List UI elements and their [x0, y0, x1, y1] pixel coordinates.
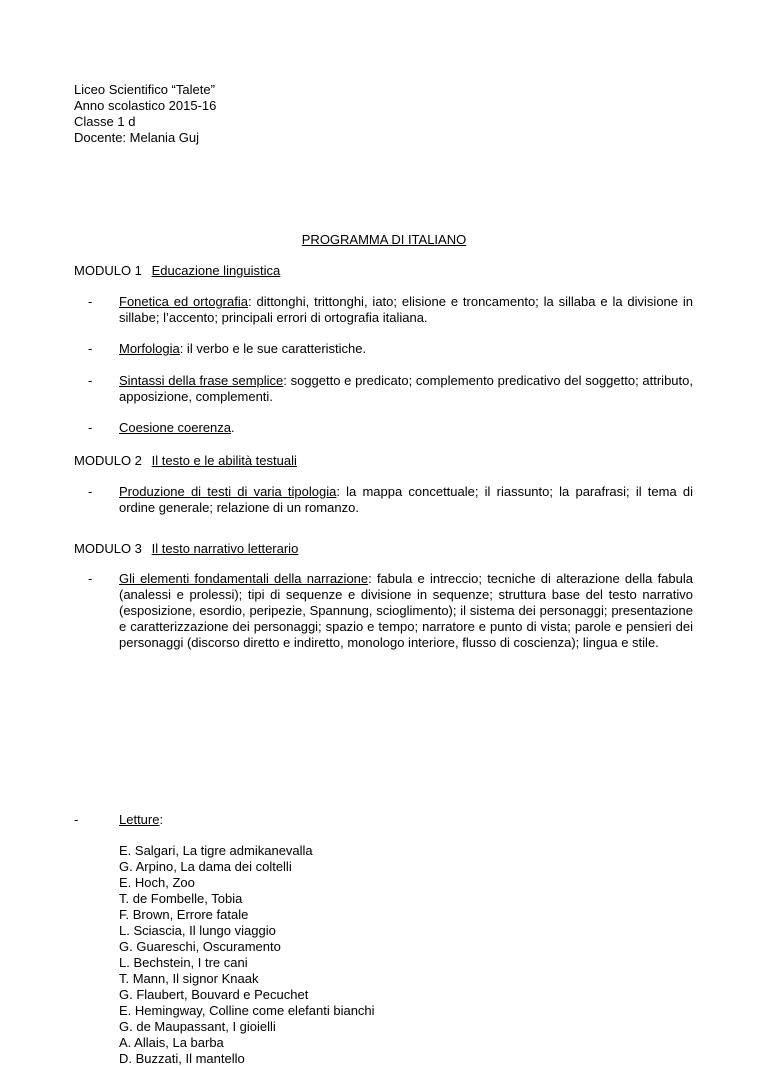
- reading-item: T. Mann, Il signor Knaak: [119, 971, 259, 986]
- reading-item: D. Buzzati, Il mantello: [119, 1051, 245, 1066]
- bullet-dash: -: [88, 373, 93, 388]
- readings-label: Letture: [119, 812, 160, 827]
- bullet-dash: -: [88, 341, 93, 356]
- readings-heading: [119, 812, 163, 828]
- topic-label: Coesione coerenza: [119, 420, 232, 435]
- module-3-heading: [74, 541, 298, 557]
- class-name: Classe 1 d: [74, 114, 136, 129]
- topic-label: Gli elementi fondamentali della narrazione: [119, 571, 369, 586]
- topic-label: Sintassi della frase semplice: [119, 373, 284, 388]
- reading-item: T. de Fombelle, Tobia: [119, 891, 243, 906]
- module-number: MODULO 1: [74, 263, 142, 278]
- topic-text: .: [231, 420, 235, 435]
- module-title: Educazione linguistica: [151, 263, 281, 278]
- readings-colon: :: [159, 812, 164, 827]
- list-item: [88, 341, 693, 357]
- topic-text: : dittonghi, trittonghi, iato; elisione e troncamento; la sillaba e la divisione in sillabe; l’accento; principali errori di ortografia italiana.: [119, 294, 693, 325]
- module-title: Il testo e le abilità testuali: [151, 453, 297, 468]
- bullet-dash: -: [88, 484, 93, 499]
- topic-text: : il verbo e le sue caratteristiche.: [179, 341, 367, 356]
- document-title: PROGRAMMA DI ITALIANO: [301, 232, 467, 247]
- school-name: Liceo Scientifico “Talete”: [74, 82, 215, 97]
- list-item: [88, 571, 693, 651]
- topic-text: : la mappa concettuale; il riassunto; la parafrasi; il tema di ordine generale; relazione di un romanzo.: [119, 484, 693, 515]
- reading-item: E. Hoch, Zoo: [119, 875, 195, 890]
- module-2-heading: [74, 453, 297, 469]
- reading-item: G. de Maupassant, I gioielli: [119, 1019, 276, 1034]
- reading-item: E. Hemingway, Colline come elefanti bianchi: [119, 1003, 375, 1018]
- list-item: [88, 420, 693, 436]
- topic-text: : fabula e intreccio; tecniche di alterazione della fabula (analessi e prolessi); tipi di sequenze e divisione in sequenze; struttura base del testo narrativo (esposizione, esordio, peripezie, Spannung, scioglimento); il sistema dei personaggi; presentazione e caratterizzazione dei personaggi; spazio e tempo; narratore e punto di vista; parole e pensieri dei personaggi (discorso diretto e indiretto, monologo interiore, flusso di coscienza); lingua e stile.: [119, 571, 693, 650]
- topic-text: : soggetto e predicato; complemento predicativo del soggetto; attributo, apposizione, complementi.: [119, 373, 693, 404]
- topic-label: Morfologia: [119, 341, 180, 356]
- reading-item: G. Guareschi, Oscuramento: [119, 939, 281, 954]
- bullet-dash: -: [88, 294, 93, 309]
- reading-item: G. Arpino, La dama dei coltelli: [119, 859, 292, 874]
- reading-item: L. Sciascia, Il lungo viaggio: [119, 923, 276, 938]
- reading-item: F. Brown, Errore fatale: [119, 907, 249, 922]
- bullet-dash: -: [88, 571, 93, 586]
- reading-item: L. Bechstein, I tre cani: [119, 955, 248, 970]
- bullet-dash: -: [88, 420, 93, 435]
- school-year: Anno scolastico 2015-16: [74, 98, 217, 113]
- teacher-name: Docente: Melania Guj: [74, 130, 200, 145]
- reading-item: A. Allais, La barba: [119, 1035, 224, 1050]
- header-block: [74, 82, 216, 146]
- module-number: MODULO 2: [74, 453, 142, 468]
- reading-item: E. Salgari, La tigre admikanevalla: [119, 843, 313, 858]
- bullet-dash: -: [74, 812, 79, 827]
- list-item: [88, 484, 693, 516]
- list-item: [88, 294, 693, 326]
- topic-label: Fonetica ed ortografia: [119, 294, 248, 309]
- list-item: [88, 373, 693, 405]
- module-number: MODULO 3: [74, 541, 142, 556]
- reading-item: G. Flaubert, Bouvard e Pecuchet: [119, 987, 309, 1002]
- module-1-heading: [74, 263, 280, 279]
- readings-list: [119, 843, 375, 1067]
- module-title: Il testo narrativo letterario: [151, 541, 299, 556]
- topic-label: Produzione di testi di varia tipologia: [119, 484, 337, 499]
